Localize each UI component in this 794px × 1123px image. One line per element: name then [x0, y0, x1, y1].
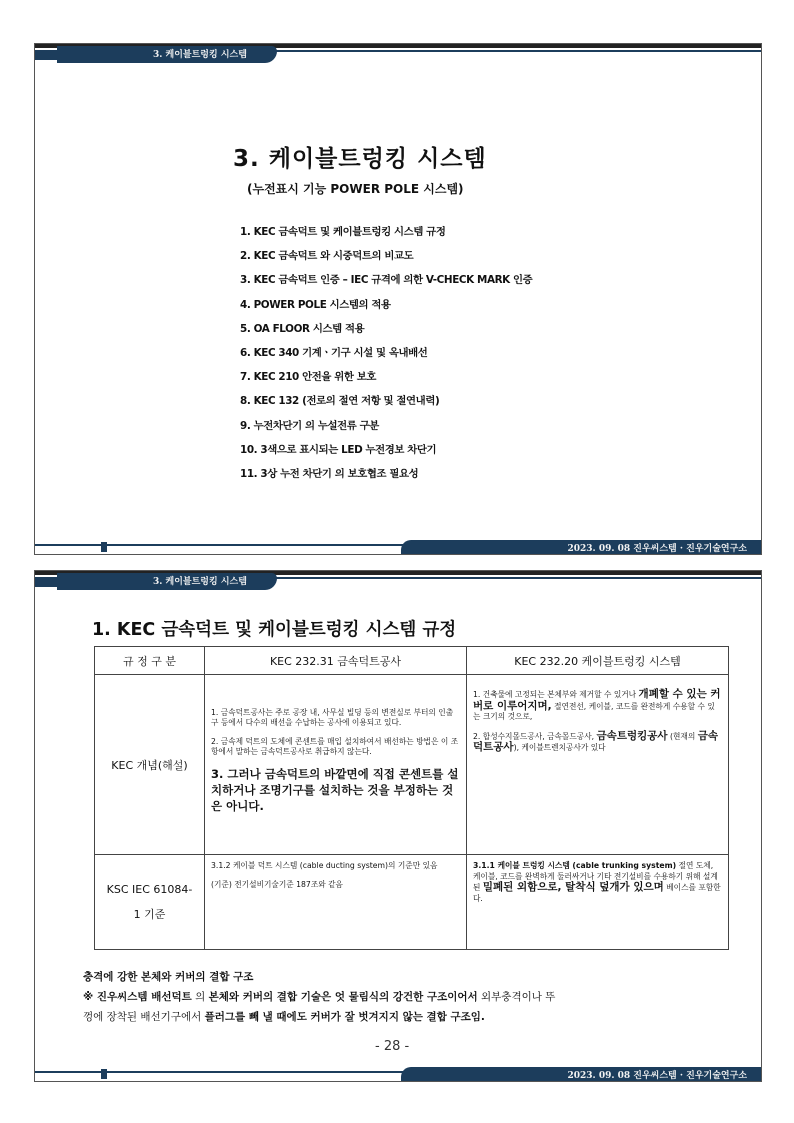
row-label: [95, 855, 205, 950]
toc-item: 8. KEC 132 (전로의 절연 저항 및 절연내력): [240, 395, 440, 408]
table-row: [95, 855, 729, 950]
table-cell: [205, 675, 467, 855]
text-run: 절연 도체, 케이블, 코드를 완벽하게 둘러싸거나 기타 전기설비를 수용하기 위해 설계된: [473, 861, 718, 892]
regulation-table: [94, 646, 729, 950]
header-rule: [235, 577, 761, 579]
toc-item: 11. 3상 누전 차단기 의 보호협조 필요성: [240, 467, 419, 480]
row-label-line: KSC IEC 61084-: [106, 882, 193, 896]
cell-paragraph: 3.1.2 케이블 덕트 시스템 (cable ducting system)의 기준만 있음: [211, 861, 438, 870]
note-block: [83, 967, 555, 1027]
toc-item: 6. KEC 340 기계ㆍ기구 시설 및 옥내배선: [240, 346, 428, 359]
text-run: 베이스를 포함한다.: [473, 883, 721, 903]
footer-tick: [101, 1069, 107, 1079]
cell-paragraph: 1. 금속덕트공사는 주로 공장 내, 사무실 빌딩 등의 변전실로 부터의 인출구 등에서 다수의 배선을 수납하는 공사에 이용되고 있다.: [211, 707, 454, 727]
header-accent: [35, 577, 57, 587]
text-run: (현재의: [667, 731, 698, 741]
text-run: 절연전선, 케이블, 코드를 완전하게 수용할 수 있는 크기의 것으로,: [473, 701, 715, 721]
cell-paragraph: (기준) 전기설비기술기준 187조와 같음: [211, 879, 343, 889]
row-label: KEC 개념(해설): [95, 675, 205, 855]
table-header: 규 정 구 분: [95, 647, 205, 675]
text-run-bold: 본체와 커버의 결합 기술은 엇 물림식의 강건한 구조이어서: [208, 991, 478, 1003]
toc-item: 1. KEC 금속덕트 및 케이블트렁킹 시스템 규정: [240, 226, 446, 238]
table-header: KEC 232.20 케이블트렁킹 시스템: [467, 647, 729, 675]
note-title: [83, 967, 555, 987]
header-label: 3. 케이블트렁킹 시스템: [153, 577, 247, 587]
toc-item: 3. KEC 금속덕트 인증 – IEC 규격에 의한 V-CHECK MARK 인증: [240, 274, 533, 287]
text-run-bold: 금속트렁킹공사: [596, 729, 668, 742]
cell-paragraph: [473, 689, 722, 723]
text-run-bold: 밀폐된 외함으로, 탈착식 덮개가 있으며: [482, 881, 664, 893]
cell-paragraph: 2. 금속제 덕트의 도체에 콘센트를 매입 설치하여서 배선하는 방법은 이 조항에서 말하는 금속덕트공사로 취급하지 않는다.: [211, 736, 459, 756]
text-run-bold: 금속덕트공사: [473, 729, 719, 753]
toc-item: 2. KEC 금속덕트 와 시중덕트의 비교도: [240, 250, 414, 263]
text-run: 외부충격이나 뚜: [477, 991, 556, 1003]
header-rule: [235, 50, 761, 52]
header-band: [57, 573, 277, 590]
footer-label: 2023. 09. 08 진우씨스템 · 진우기술연구소: [567, 1071, 747, 1081]
header-band: [57, 46, 277, 63]
toc-item: 7. KEC 210 안전을 위한 보호: [240, 371, 376, 384]
footer-label: 2023. 09. 08 진우씨스템 · 진우기술연구소: [567, 544, 747, 554]
note-title-text: 충격에 강한 본체와 커버의 결합 구조: [83, 971, 254, 983]
toc-item: 5. OA FLOOR 시스템 적용: [240, 322, 365, 335]
header-label: 3. 케이블트렁킹 시스템: [153, 50, 247, 60]
table-cell: [467, 675, 729, 855]
table-header: KEC 232.31 금속덕트공사: [205, 647, 467, 675]
cell-paragraph: [473, 731, 722, 754]
footer-tick: [101, 542, 107, 552]
toc-item: 9. 누전차단기 의 누설전류 구분: [240, 419, 379, 432]
table-cell: [205, 855, 467, 950]
toc-title: 3. 케이블트렁킹 시스템: [233, 146, 487, 172]
text-run: 의: [191, 991, 209, 1003]
text-run: 껑에 장착된 배선기구에서: [83, 1011, 205, 1023]
table-row: [95, 675, 729, 855]
cell-paragraph: [473, 861, 722, 904]
text-run-bold: 3.1.1 케이블 트렁킹 시스템 (cable trunking system): [473, 861, 677, 870]
toc-subtitle: (누전표시 기능 POWER POLE 시스템): [247, 182, 464, 196]
text-run-bold: 개폐할 수 있는 커버로 이루어지며,: [473, 688, 721, 712]
table-cell: [467, 855, 729, 950]
slide-toc: [34, 43, 762, 555]
footer-band: [401, 540, 761, 554]
text-run-bold: ※ 진우씨스템 배선덕트: [83, 991, 192, 1003]
text-run-bold: 플러그를 빼 낼 때에도 커버가 잘 벗겨지지 않는 결합 구조임.: [204, 1011, 485, 1023]
page-number: - 28 -: [375, 1039, 410, 1054]
note-line: [83, 987, 555, 1007]
footer-band: [401, 1067, 761, 1081]
text-run: 1. 건축물에 고정되는 본체부와 제거할 수 있거나: [473, 690, 639, 699]
slide-regulations: [34, 570, 762, 1082]
header-accent: [35, 50, 57, 60]
cell-paragraph-emphasis: 3. 그러나 금속덕트의 바깥면에 직접 콘센트를 설치하거나 조명기구를 설치하는 것을 부정하는 것은 아니다.: [211, 766, 459, 813]
note-line: [83, 1007, 555, 1027]
table-header-row: [95, 647, 729, 675]
section-title: 1. KEC 금속덕트 및 케이블트렁킹 시스템 규정: [92, 620, 457, 640]
toc-item: 4. POWER POLE 시스템의 적용: [240, 298, 391, 311]
text-run: ), 케이블트렌치공사가 있다: [513, 743, 606, 752]
text-run: 2. 합성수지몰드공사, 금속몰드공사,: [473, 731, 597, 741]
toc-item: 10. 3색으로 표시되는 LED 누전경보 차단기: [240, 443, 437, 456]
toc-list: [240, 220, 532, 486]
row-label-line: 1 기준: [133, 907, 166, 921]
